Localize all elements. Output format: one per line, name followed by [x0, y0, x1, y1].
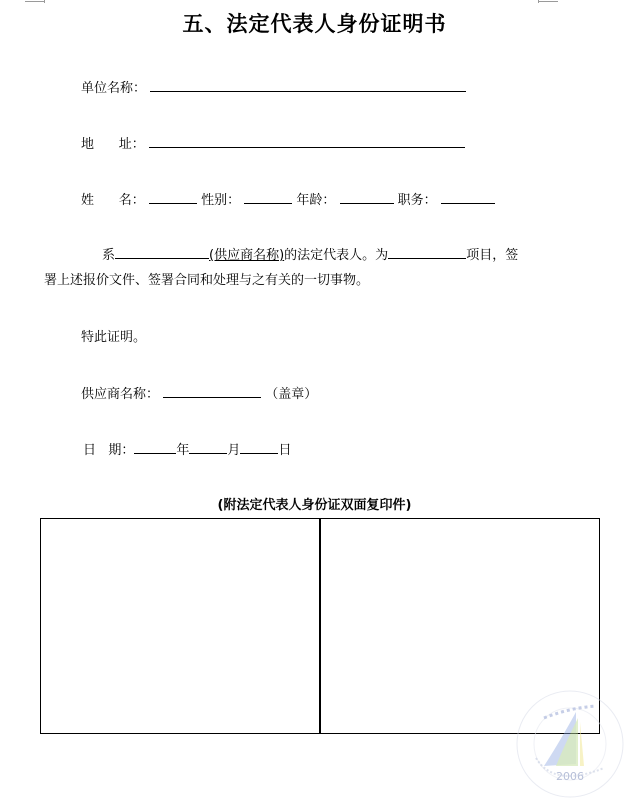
page-corner-mark-right-tick [538, 0, 539, 3]
page-corner-mark-left [25, 1, 45, 2]
attachment-caption: (附法定代表人身份证双面复印件) [217, 498, 412, 513]
name-field[interactable] [149, 190, 197, 204]
statement-suffix: 项目，签 [466, 248, 519, 263]
address-field[interactable] [149, 134, 465, 148]
document-title: 五、法定代表人身份证明书 [182, 11, 447, 36]
address-label: 地 址： [81, 137, 145, 152]
age-field[interactable] [340, 190, 394, 204]
name-label: 姓 名： [81, 193, 145, 208]
page-corner-mark-left-tick [44, 0, 45, 3]
date-month-field[interactable] [189, 440, 227, 454]
statement-prefix: 系 [102, 248, 116, 263]
supplier-name-hint: (供应商名称) [209, 248, 285, 263]
position-label: 职务： [397, 193, 437, 208]
unit-name-label: 单位名称： [81, 81, 147, 96]
statement-middle: 的法定代表人。为 [284, 248, 389, 263]
certify-text: 特此证明。 [81, 330, 147, 345]
project-name-field[interactable] [388, 245, 466, 259]
page-corner-mark-right [538, 1, 558, 2]
age-label: 年龄： [296, 193, 336, 208]
supplier-name-field[interactable] [115, 245, 209, 259]
date-year-label: 年 [176, 443, 190, 458]
gender-label: 性别： [201, 193, 241, 208]
supplier-name-label: 供应商名称： [81, 387, 160, 402]
unit-name-field[interactable] [150, 78, 466, 92]
date-day-field[interactable] [240, 440, 278, 454]
emblem-sail-yellow [580, 722, 584, 766]
id-copy-front-cell[interactable] [42, 520, 318, 732]
personal-info-row [81, 190, 495, 210]
position-field[interactable] [441, 190, 495, 204]
date-month-label: 月 [227, 443, 241, 458]
date-row [83, 440, 291, 460]
supplier-seal-row [81, 384, 317, 404]
statement-line-1 [102, 245, 518, 265]
gender-field[interactable] [244, 190, 292, 204]
unit-name-row [81, 78, 466, 98]
date-day-label: 日 [278, 443, 292, 458]
seal-label: （盖章） [265, 387, 318, 402]
statement-line-2: 署上述报价文件、签署合同和处理与之有关的一切事物。 [44, 273, 370, 288]
address-row [81, 134, 465, 154]
date-year-field[interactable] [134, 440, 176, 454]
school-emblem-watermark [514, 688, 626, 800]
supplier-seal-field[interactable] [163, 384, 261, 398]
date-label: 日 期： [83, 443, 135, 458]
id-copy-table-divider [319, 518, 321, 734]
emblem-year: 2006 [556, 770, 584, 783]
